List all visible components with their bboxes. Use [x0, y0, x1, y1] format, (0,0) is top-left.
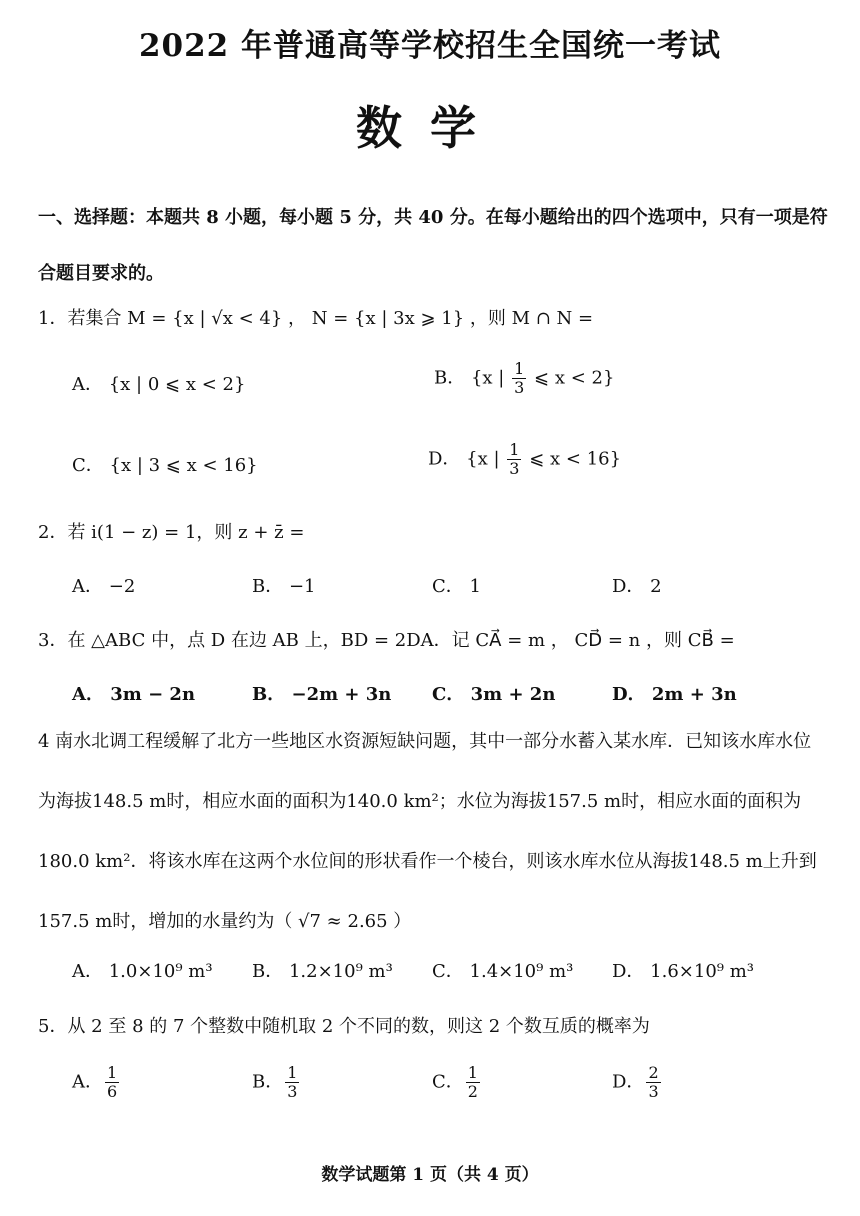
option-text: −1	[288, 576, 316, 597]
option-label: B．	[434, 367, 466, 389]
option-fraction	[646, 1064, 660, 1101]
q4-option-a	[72, 957, 213, 983]
q5-option-d	[612, 1064, 663, 1101]
q5-option-a	[72, 1064, 121, 1101]
option-label: A．	[72, 576, 103, 597]
option-text: 1.6×10⁹ m³	[650, 961, 755, 982]
q3-option-a	[72, 680, 195, 706]
option-label: D．	[612, 961, 645, 982]
q1-option-c	[72, 451, 258, 477]
option-label: C．	[72, 455, 104, 476]
option-label: D．	[612, 1071, 645, 1093]
q3-option-c	[432, 680, 555, 706]
option-label: D．	[612, 576, 645, 597]
fraction-numerator: 1	[107, 1063, 118, 1082]
q5-option-b	[252, 1064, 301, 1101]
fraction-denominator: 3	[509, 459, 520, 478]
option-fraction	[285, 1064, 299, 1101]
q4-option-d	[612, 957, 754, 983]
option-text: 1	[469, 576, 481, 597]
option-text: 2	[650, 576, 662, 597]
option-text: {x |	[470, 367, 505, 389]
fraction-numerator: 1	[467, 1063, 478, 1082]
option-label: A．	[72, 1071, 103, 1093]
question-2-stem: 2．若 i(1 − z) = 1，则 z + z̄ =	[38, 522, 305, 543]
option-text: {x |	[466, 448, 500, 470]
q1-option-d	[428, 441, 621, 478]
option-label: C．	[432, 1071, 464, 1093]
q5-option-c	[432, 1064, 482, 1101]
q3-option-b	[252, 680, 391, 706]
q1-option-a	[72, 370, 245, 396]
question-4-stem: 4 南水北调工程缓解了北方一些地区水资源短缺问题，其中一部分水蓄入某水库．已知该水库水位为海拔148.5 m时，相应水面的面积为140.0 km²；水位为海拔157.5 m时，相应水面的面积为180.0 km²．将该水库在这两个水位间的形状看作一个棱台，则该水库水位从海拔148.5 m上升到157.5 m时，增加的水量约为（ √7 ≈ 2.65 ）	[38, 731, 817, 932]
q1-option-b	[434, 360, 614, 397]
option-text-tail: ⩽ x < 16}	[529, 448, 622, 470]
option-text-tail: ⩽ x < 2}	[534, 367, 615, 389]
option-label: A．	[72, 961, 103, 982]
option-text: 1.0×10⁹ m³	[108, 961, 213, 982]
option-label: B．	[252, 684, 286, 705]
option-label: D．	[612, 684, 646, 705]
option-label: A．	[72, 684, 104, 705]
section-header: 一、选择题：本题共 8 小题，每小题 5 分，共 40 分。在每小题给出的四个选项中，只有一项是符合题目要求的。	[38, 207, 828, 284]
option-fraction	[507, 441, 521, 478]
fraction-denominator: 3	[287, 1082, 298, 1101]
option-text: −2	[108, 576, 136, 597]
q2-option-a	[72, 572, 135, 598]
option-text: 3m − 2n	[110, 684, 196, 705]
fraction-numerator: 2	[648, 1063, 659, 1082]
question-3-stem: 3．在 △ABC 中，点 D 在边 AB 上，BD = 2DA．记 CA⃗ = m ， CD⃗ = n ，则 CB⃗ =	[38, 630, 735, 651]
fraction-denominator: 3	[514, 378, 525, 397]
option-text: {x | 3 ⩽ x < 16}	[109, 455, 258, 476]
fraction-numerator: 1	[514, 359, 525, 378]
fraction-denominator: 3	[648, 1082, 659, 1101]
q2-option-c	[432, 572, 481, 598]
option-label: B．	[252, 576, 284, 597]
option-text: 3m + 2n	[470, 684, 556, 705]
option-text: −2m + 3n	[291, 684, 392, 705]
option-label: B．	[252, 1071, 284, 1093]
option-text: 1.2×10⁹ m³	[288, 961, 393, 982]
option-text: 2m + 3n	[651, 684, 737, 705]
q2-option-b	[252, 572, 316, 598]
fraction-denominator: 2	[467, 1082, 478, 1101]
subject-title: 数学	[356, 101, 504, 155]
option-label: A．	[72, 374, 103, 395]
exam-title: 2022 年普通高等学校招生全国统一考试	[138, 28, 722, 64]
option-fraction	[466, 1064, 480, 1101]
option-text: {x | 0 ⩽ x < 2}	[108, 374, 246, 395]
question-5-stem: 5．从 2 至 8 的 7 个整数中随机取 2 个不同的数，则这 2 个数互质的概率为	[38, 1016, 650, 1037]
fraction-numerator: 1	[287, 1063, 298, 1082]
option-label: C．	[432, 961, 464, 982]
option-fraction	[512, 360, 526, 397]
q4-option-c	[432, 957, 573, 983]
question-1-stem: 1．若集合 M = {x | √x < 4} ， N = {x | 3x ⩾ 1} ，则 M ∩ N =	[38, 308, 594, 329]
option-label: B．	[252, 961, 284, 982]
q4-option-b	[252, 957, 393, 983]
option-label: C．	[432, 576, 464, 597]
q2-option-d	[612, 572, 662, 598]
page-footer: 数学试题第 1 页（共 4 页）	[321, 1165, 539, 1185]
fraction-denominator: 6	[107, 1082, 118, 1101]
option-label: D．	[428, 448, 461, 470]
option-fraction	[105, 1064, 119, 1101]
option-text: 1.4×10⁹ m³	[469, 961, 574, 982]
fraction-numerator: 1	[509, 440, 520, 459]
option-label: C．	[432, 684, 465, 705]
q3-option-d	[612, 680, 737, 706]
